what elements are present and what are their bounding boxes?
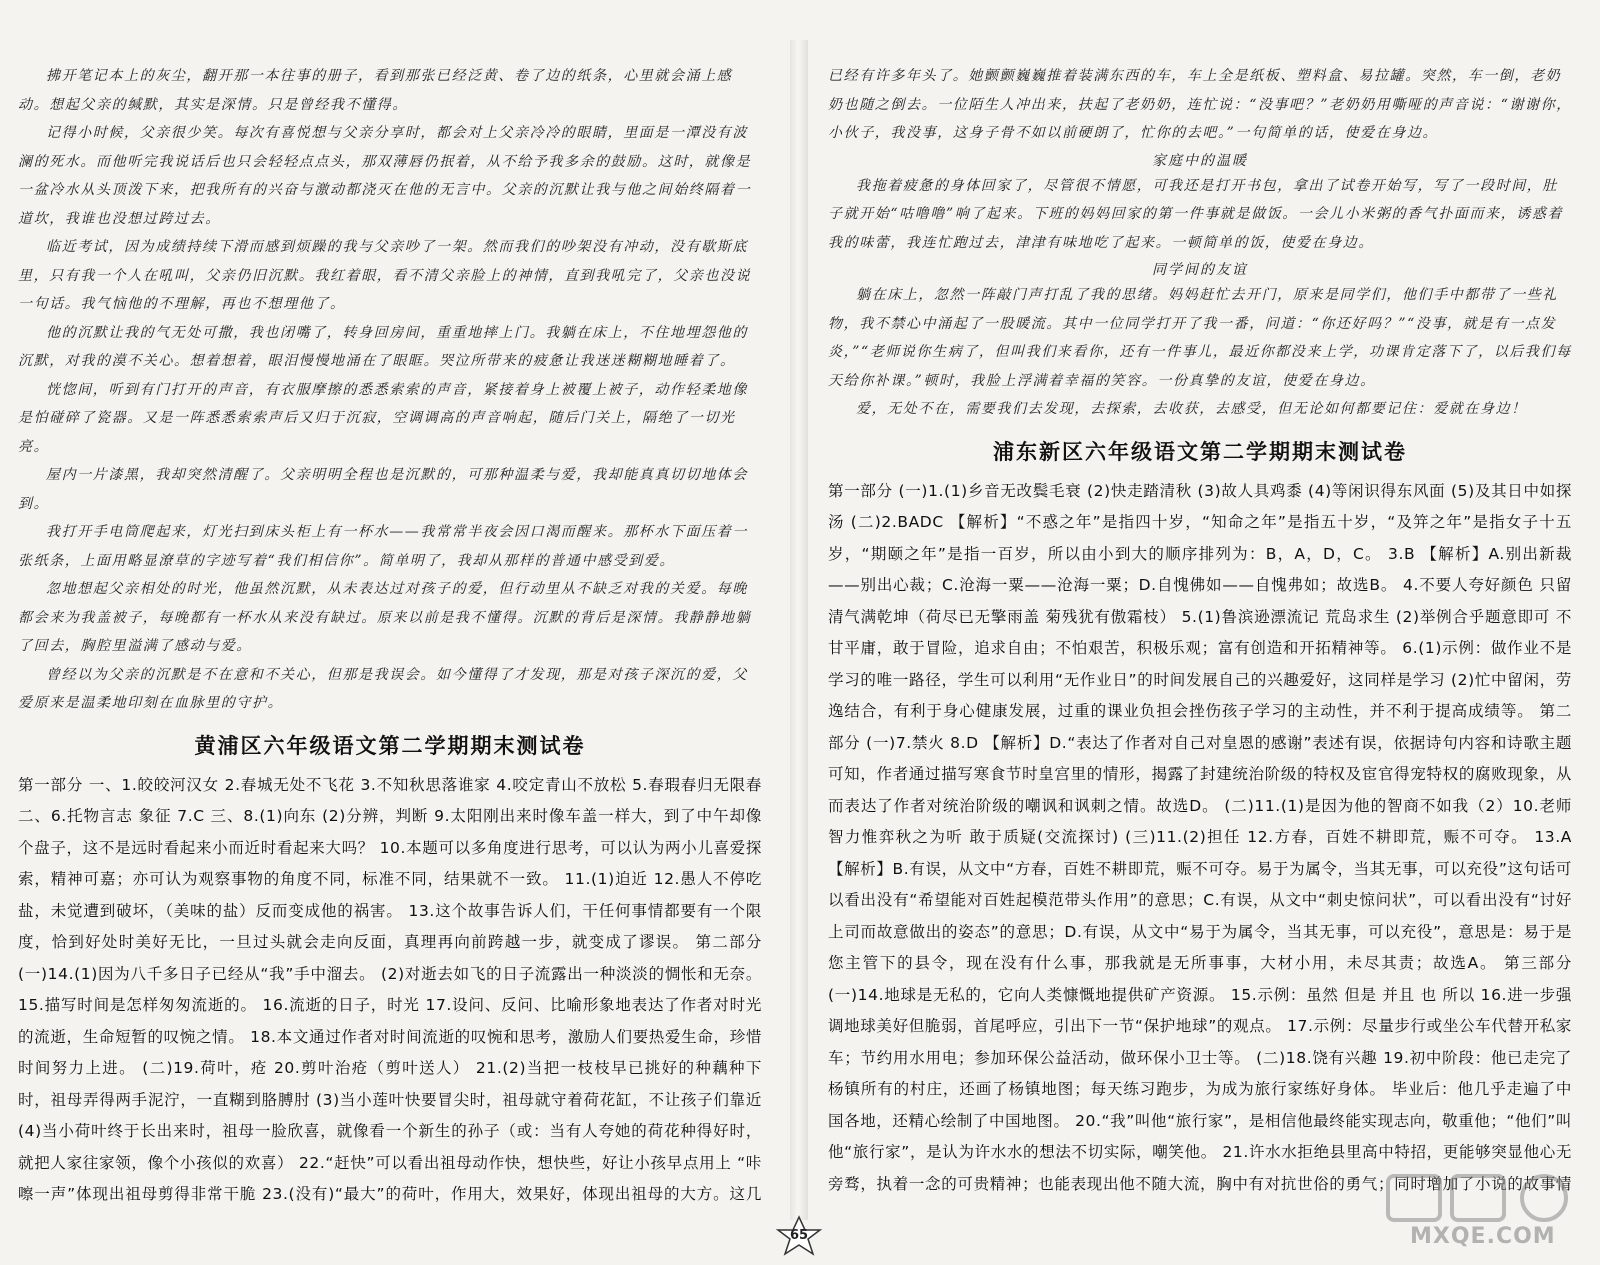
essay-paragraph: 他的沉默让我的气无处可撒，我也闭嘴了，转身回房间，重重地摔上门。我躺在床上，不住地埋怨他的沉默，对我的漠不关心。想着想着，眼泪慢慢地涌在了眼眶。哭泣所带来的疲惫让我迷迷糊糊地睡着了。: [18, 324, 748, 369]
essay-paragraph: 我拖着疲惫的身体回家了，尽管很不情愿，可我还是打开书包，拿出了试卷开始写，写了一段时间，肚子就开始“咕噜噜”响了起来。下班的妈妈回家的第一件事就是做饭。一会儿小米粥的香气扑面而来，诱惑着我的味蕾，我连忙跑过去，津津有味地吃了起来。一顿简单的饭，使爱在身边。: [828, 177, 1564, 251]
essay-paragraph: 爱，无处不在，需要我们去发现，去探索，去收获，去感受，但无论如何都要记住：爱就在身边！: [856, 401, 1527, 417]
watermark-logo: [1382, 1170, 1592, 1262]
watermark-url: MXQE.COM: [1410, 1224, 1556, 1249]
essay-subtitle: 家庭中的温暖: [1152, 152, 1248, 169]
essay-father-silence: [18, 62, 762, 718]
essay-paragraph: 恍惚间，听到有门打开的声音，有衣服摩擦的悉悉索索的声音，紧接着身上被覆上被子，动作轻柔地像是怕碰碎了瓷器。又是一阵悉悉索索声后又归于沉寂，空调调高的声音响起，随后门关上，隔绝了一切光亮。: [18, 381, 748, 455]
right-page: [828, 62, 1572, 1202]
essay-paragraph: 记得小时候，父亲很少笑。每次有喜悦想与父亲分享时，都会对上父亲冷冷的眼睛，里面是一潭没有波澜的死水。而他听完我说话后也只会轻轻点点头，那双薄唇仍抿着，从不给予我多余的鼓励。这时，就像是一盆冷水从头顶泼下来，把我所有的兴奋与激动都浇灭在他的无言中。父亲的沉默让我与他之间始终隔着一道坎，我谁也没想过跨过去。: [18, 125, 752, 227]
essay-paragraph: 躺在床上，忽然一阵敲门声打乱了我的思绪。妈妈赶忙去开门，原来是同学们，他们手中都带了一些礼物，我不禁心中涌起了一股暖流。其中一位同学打开了我一番，问道：“你还好吗？”“没事，就是有一点发炎，”“老师说你生病了，但叫我们来看你，还有一件事儿，最近你都没来上学，功课肯定落下了，以后我们每天给你补课。”顿时，我脸上浮满着幸福的笑容。一份真挚的友谊，使爱在身边。: [828, 287, 1572, 389]
essay-paragraph: 忽地想起父亲相处的时光，他虽然沉默，从未表达过对孩子的爱，但行动里从不缺乏对我的关爱。每晚都会来为我盖被子，每晚都有一杯水从来没有缺过。原来以前是我不懂得。沉默的背后是深情。我静静地躺了回去，胸腔里溢满了感动与爱。: [18, 581, 752, 654]
section-title-huangpu: 黄浦区六年级语文第二学期期末测试卷: [194, 732, 586, 758]
essay-paragraph: 我打开手电筒爬起来，灯光扫到床头柜上有一杯水——我常常半夜会因口渴而醒来。那杯水下面压着一张纸条，上面用略显潦草的字迹写着“我们相信你”。简单明了，我却从那样的普通中感受到爱。: [18, 524, 748, 569]
essay-paragraph: 已经有许多年头了。她颤颤巍巍推着装满东西的车，车上全是纸板、塑料盒、易拉罐。突然，车一倒，老奶奶也随之倒去。一位陌生人冲出来，扶起了老奶奶，连忙说：“没事吧？”老奶奶用嘶哑的声音说：“谢谢你，小伙子，我没事，这身子骨不如以前硬朗了，忙你的去吧。”一句简单的话，使爱在身边。: [828, 68, 1572, 141]
page-number: 65: [789, 1228, 809, 1243]
answer-key-huangpu: 第一部分 一、1.皎皎河汉女 2.春城无处不飞花 3.不知秋思落谁家 4.咬定青山不放松 5.春瑕春归无限春 二、6.托物言志 象征 7.C 三、8.(1)向东 (2)分辨，判断 9.太阳刚出来时像车盖一样大，到了中午却像个盘子，这不是远时看起来小而近时看起来大吗？ 10.本题可以多角度进行思考，可以认为两小儿喜爱探索，精神可嘉；亦可认为观察事物的角度不同，标准不同，结果就不一致。 11.(1)迫近 12.愚人不停吃盐，未觉遭到破坏，（美味的盐）反而变成他的祸害。 13.这个故事告诉人们，干任何事情都要有一个限度，恰到好处时美好无比，一旦过头就会走向反面，真理再向前跨越一步，就变成了谬误。 第二部分 (一)14.(1)因为八千多日子已经从“我”手中溜去。 (2)对逝去如飞的日子流露出一种淡淡的惆怅和无奈。 15.描写时间是怎样匆匆流逝的。 16.流逝的日子，时光 17.设问、反问、比喻形象地表达了作者对时光的流逝，生命短暂的叹惋之情。 18.本文通过作者对时间流逝的叹惋和思考，激励人们要热爱生命，珍惜时间努力上进。 (二)19.荷叶，疮 20.剪叶治疮（剪叶送人） 21.(2)当把一枝枝早已挑好的种藕种下时，祖母弄得两手泥泞，一直糊到胳膊肘 (3)当小莲叶快要冒尖时，祖母就守着荷花缸，不让孩子们靠近 (4)当小荷叶终于长出来时，祖母一脸欣喜，就像看一个新生的孙子（或：当有人夸她的荷花种得好时，就把人家往家领，像个小孩似的欢喜） 22.“赶快”可以看出祖母动作快，想快些，好让小孩早点用上 “咔嚓一声”体现出祖母剪得非常干脆 23.(没有)“最大”的荷叶，作用大，效果好，体现出祖母的大方。这几: [18, 775, 762, 1202]
answer-key-pudong: 第一部分 (一)1.(1)乡音无改鬓毛衰 (2)快走踏清秋 (3)故人具鸡黍 (4)等闲识得东风面 (5)及其日中如探汤 (二)2.BADC 【解析】“不惑之年”是指四十岁，“知命之年”是指五十岁，“及笄之年”是指女子十五岁，“期颐之年”是指一百岁，所以由小到大的顺序排列为：B，A，D，C。 3.B 【解析】A.别出新裁——别出心裁；C.沧海一粟——沧海一粟；D.自愧佛如——自愧弗如；故选B。 4.不要人夸好颜色 只留清气满乾坤（荷尽已无擎雨盖 菊残犹有傲霜枝） 5.(1)鲁滨逊漂流记 荒岛求生 (2)举例合乎题意即可 不甘平庸，敢于冒险，追求自由；不怕艰苦，积极乐观；富有创造和开拓精神等。 6.(1)示例：做作业不是学习的唯一路径，学生可以利用“无作业日”的时间发展自己的兴趣爱好，这同样是学习 (2)忙中留闲，劳逸结合，有利于身心健康发展，过重的课业负担会挫伤孩子学习的主动性，并不利于提高成绩等。 第二部分 (一)7.禁火 8.D 【解析】D.“表达了作者对自己对皇恩的感谢”表述有误，依据诗句内容和诗歌主题可知，作者通过描写寒食节时皇宫里的情形，揭露了封建统治阶级的特权及宦官得宠特权的腐败现象，从而表达了作者对统治阶级的嘲讽和讽刺之情。故选D。 (二)11.(1)是因为他的智商不如我（2）10.老师 智力惟弈秋之为听 敢于质疑(交流探讨) (三)11.(2)担任 12.方春，百姓不耕即荒，赈不可夺。 13.A 【解析】B.有误，从文中“方春，百姓不耕即荒，赈不可夺。易于为属令，当其无事，可以充役”这句话可以看出没有“希望能对百姓起模范带头作用”的意思；C.有误，从文中“刺史惊问状”，可以看出没有“讨好上司而故意做出的姿态”的意思；D.有误，从文中“易于为属令，当其无事，可以充役”，意思是：易于是您主管下的县令，现在没有什么事，那我就是无所事事，大材小用，未尽其责；故选A。 第三部分 (一)14.地球是无私的，它向人类慷慨地提供矿产资源。 15.示例：虽然 但是 并且 也 所以 16.进一步强调地球美好但脆弱，首尾呼应，引出下一节“保护地球”的观点。 17.示例：尽量步行或坐公车代替开私家车；节约用水用电；参加环保公益活动，做环保小卫士等。 (二)18.饶有兴趣 19.初中阶段：他已走完了杨镇所有的村庄，还画了杨镇地图；每天练习跑步，为成为旅行家练好身体。 毕业后：他几乎走遍了中国各地，还精心绘制了中国地图。 20.“我”叫他“旅行家”，是相信他最终能实现志向，敬重他；“他们”叫他“旅行家”，是认为许水水的想法不切实际，嘲笑他。 21.许水水拒绝县里高中特招，更能够突显他心无旁骛，执着一念的可贵精神；也能表现出他不随大流，胸中有对抗世俗的勇气；同时增加了小说的故事情: [828, 481, 1572, 1193]
left-page: [18, 62, 762, 1202]
essay-paragraph: 屋内一片漆黑，我却突然清醒了。父亲明明全程也是沉默的，可那种温柔与爱，我却能真真切切地体会到。: [18, 467, 748, 512]
watermark-graphic-icon: [1382, 1170, 1592, 1226]
essay-subtitle: 同学间的友谊: [1152, 262, 1248, 278]
essay-paragraph: 拂开笔记本上的灰尘，翻开那一本往事的册子，看到那张已经泛黄、卷了边的纸条，心里就会涌上感动。想起父亲的缄默，其实是深情。只是曾经我不懂得。: [18, 68, 733, 113]
essay-paragraph: 临近考试，因为成绩持续下滑而感到烦躁的我与父亲吵了一架。然而我们的吵架没有冲动，没有歇斯底里，只有我一个人在吼叫，父亲仍旧沉默。我红着眼，看不清父亲脸上的神情，直到我吼完了，父亲也没说一句话。我气恼他的不理解，再也不想理他了。: [18, 239, 752, 312]
section-title-pudong: 浦东新区六年级语文第二学期期末测试卷: [993, 438, 1407, 464]
page-number-badge: [771, 1215, 827, 1259]
page-gutter: [790, 40, 808, 1220]
essay-paragraph: 曾经以为父亲的沉默是不在意和不关心，但那是我误会。如今懂得了才发现，那是对孩子深沉的爱，父爱原来是温柔地印刻在血脉里的守护。: [18, 666, 748, 711]
